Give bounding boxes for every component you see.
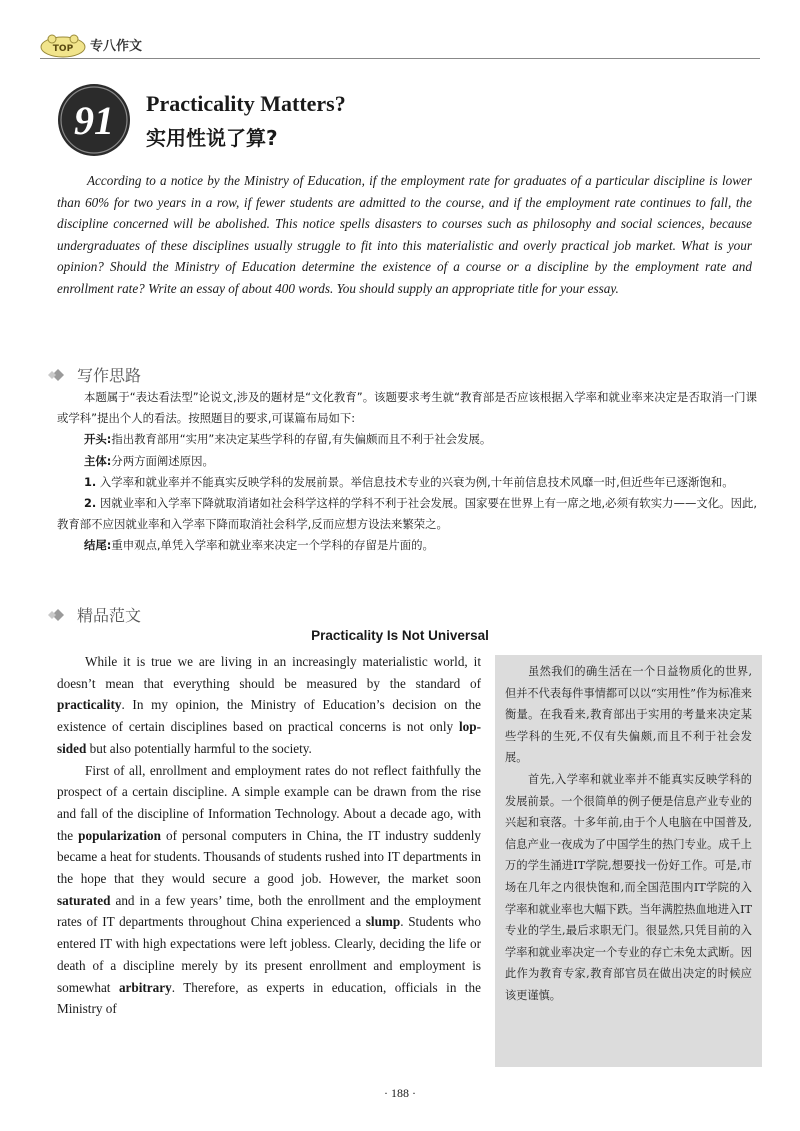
essay-paragraph-1: While it is true we are living in an increasingly materialistic world, it doesn’t mean that everything should be measured by the standard of practicality. In my opinion, the Ministry of Education’s decision on the existence of certain disciplines based on practical concerns is not only lop-sided but also potentially harmful to the society. (57, 654, 481, 756)
keyword: popularization (78, 827, 161, 843)
keyword: slump (365, 914, 401, 930)
header-divider (40, 58, 760, 59)
sample-heading (46, 603, 141, 626)
translation-box (495, 655, 762, 1067)
topic-number-badge (56, 82, 132, 158)
title-chinese: 实用性说了算? (146, 126, 278, 150)
diamond-icon (46, 606, 70, 624)
approach-opening: 开头:指出教育部用“实用”来决定某些学科的存留,有失偏颇而且不利于社会发展。 (84, 432, 492, 447)
approach-body (57, 387, 757, 557)
approach-intro: 本题属于“表达看法型”论说文,涉及的题材是“文化教育”。该题要求考生就“教育部是否应该根据入学率和就业率来决定是否取消一门课或学科”提出个人的看法。按照题目的要求,可谋篇布局如下: (57, 390, 757, 426)
approach-ending: 结尾:重申观点,单凭入学率和就业率来决定一个学科的存留是片面的。 (84, 538, 434, 553)
section-label: 专八作文 (90, 39, 143, 54)
keyword: lop-sided (57, 719, 481, 756)
ending-label: 结尾: (84, 538, 112, 553)
essay-body (57, 651, 481, 1020)
approach-point-1: 1. 入学率和就业率并不能真实反映学科的发展前景。举信息技术专业的兴衰为例,十年前信息技术风靡一时,但近些年已逐渐饱和。 (84, 474, 734, 489)
opening-label: 开头: (84, 432, 112, 447)
page-number: · 188 · (384, 1086, 416, 1100)
sample-heading-text: 精品范文 (77, 606, 142, 625)
diamond-icon (46, 366, 70, 384)
essay-paragraph-2: First of all, enrollment and employment rates do not reflect faithfully the prospect of a certain discipline. A simple example can be drawn from the rise and fall of the discipline of Information Technology. About a decade ago, with the popularization of personal computers in China, the IT industry suddenly became a heat for students. Thousands of students rushed into IT departments in the hope that they would secure a good job. However, the market soon saturated and in a few years’ time, both the enrollment and the employment rates of IT departments throughout China experienced a slump. Students who entered IT with high expectations were left jobless. Clearly, deciding the life or death of a discipline merely by its present enrollment and employment is somewhat arbitrary. Therefore, as experts in education, officials in the Ministry of (57, 762, 481, 1017)
essay-prompt (57, 170, 752, 300)
approach-heading-text: 写作思路 (77, 366, 142, 385)
keyword: arbitrary (118, 979, 172, 995)
translation-paragraph-1: 虽然我们的确生活在一个日益物质化的世界,但并不代表每件事情都可以以“实用性”作为标准来衡量。在我看来,教育部出于实用的考量来决定某些学科的生死,不仅有失偏颇,而且不利于社会发展。 (505, 665, 752, 765)
essay-title: Practicality Is Not Universal (311, 628, 489, 643)
title-english: Practicality Matters? (146, 91, 346, 116)
prompt-text: According to a notice by the Ministry of Education, if the employment rate for graduates of a particular discipline is lower than 60% for two years in a row, if fewer students are admitted to the course, and if the employment rate continues to fall, the discipline concerned will be abolished. This notice spells disasters to courses such as philosophy and social sciences, because undergraduates of these disciplines usually struggle to fit into this materialistic and overly practical job market. What is your opinion? Should the Ministry of Education determine the existence of a course or a discipline by the employment rate and enrollment rate? Write an essay of about 400 words. You should supply an appropriate title for your essay. (57, 173, 752, 296)
series-logo (40, 34, 86, 58)
body-label: 主体: (84, 453, 112, 468)
translation-paragraph-2: 首先,入学率和就业率并不能真实反映学科的发展前景。一个很简单的例子便是信息产业专业的兴起和衰落。十多年前,由于个人电脑在中国普及,信息产业一夜成为了中国学生的热门专业。成千上万的学生涌进IT学院,想要找一份好工作。可是,市场在几年之内很快饱和,而全国范围内IT学院的入学率和就业率也大幅下跌。当年满腔热血地进入IT专业的学生,最后求职无门。很显然,只凭目前的入学率和就业率决定一个专业的存亡未免太武断。因此作为教育专家,教育部官员在做出决定的时候应该更谨慎。 (505, 772, 752, 1002)
approach-body-line: 主体:分两方面阐述原因。 (84, 453, 214, 468)
approach-point-2: 2. 因就业率和入学率下降就取消诸如社会科学这样的学科不利于社会发展。国家要在世界上有一席之地,必须有软实力——文化。因此,教育部不应因就业率和入学率下降而取消社会科学,反而应想方设法来繁荣之。 (57, 496, 757, 532)
keyword: practicality (57, 697, 122, 713)
topic-number: 91 (74, 98, 114, 143)
approach-heading (46, 363, 141, 386)
series-logo-text: TOP (52, 44, 74, 54)
keyword: saturated (57, 892, 111, 908)
